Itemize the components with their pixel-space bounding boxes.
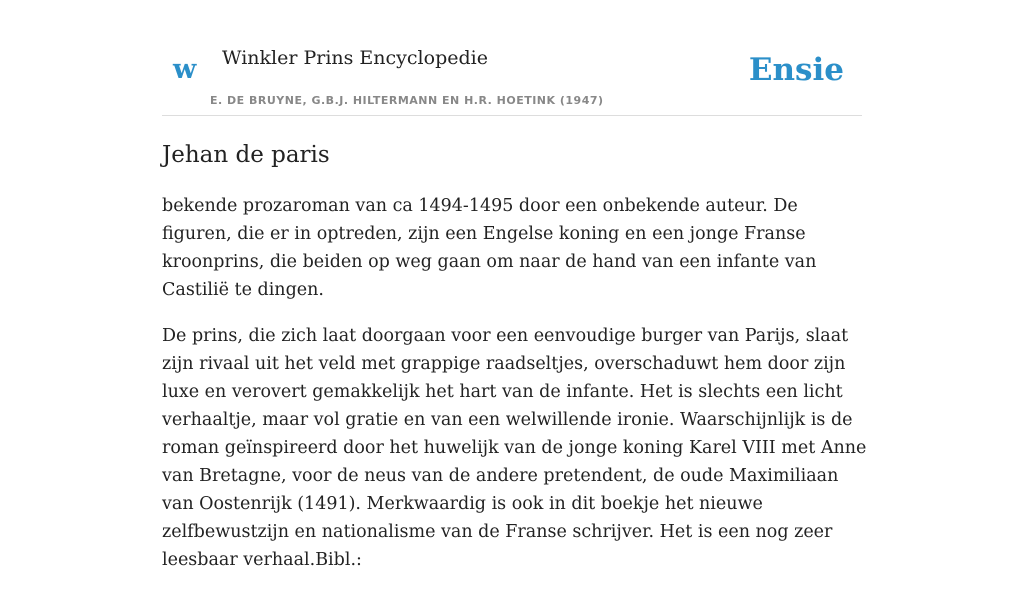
winkler-prins-logo[interactable]: w (173, 54, 197, 85)
article-body (162, 192, 868, 592)
article-title: Jehan de paris (162, 142, 330, 168)
ensie-logo-link[interactable]: Ensie (748, 52, 844, 88)
article-paragraph: De prins, die zich laat doorgaan voor een eenvoudige burger van Parijs, slaat zijn rivaal uit het veld met grappige raadseltjes, overschaduwt hem door zijn luxe en verovert gemakkelijk het hart van de infante. Het is slechts een licht verhaaltje, maar vol gratie en van een welwillende ironie. Waarschijnlijk is de roman geïnspireerd door het huwelijk van de jonge koning Karel VIII met Anne van Bretagne, voor de neus van de andere pretendent, de oude Maximiliaan van Oostenrijk (1491). Merkwaardig is ook in dit boekje het nieuwe zelfbewustzijn en nationalisme van de Franse schrijver. Het is een nog zeer leesbaar verhaal.Bibl.: (162, 326, 867, 570)
source-header (162, 0, 862, 116)
source-title-link[interactable]: Winkler Prins Encyclopedie (222, 47, 488, 69)
article-paragraph: bekende prozaroman van ca 1494-1495 door een onbekende auteur. De figuren, die er in optreden, zijn een Engelse koning en een jonge Franse kroonprins, die beiden op weg gaan om naar de hand van een infante van Castilië te dingen. (162, 196, 817, 300)
source-authors: E. DE BRUYNE, G.B.J. HILTERMANN EN H.R. HOETINK (1947) (210, 94, 604, 107)
